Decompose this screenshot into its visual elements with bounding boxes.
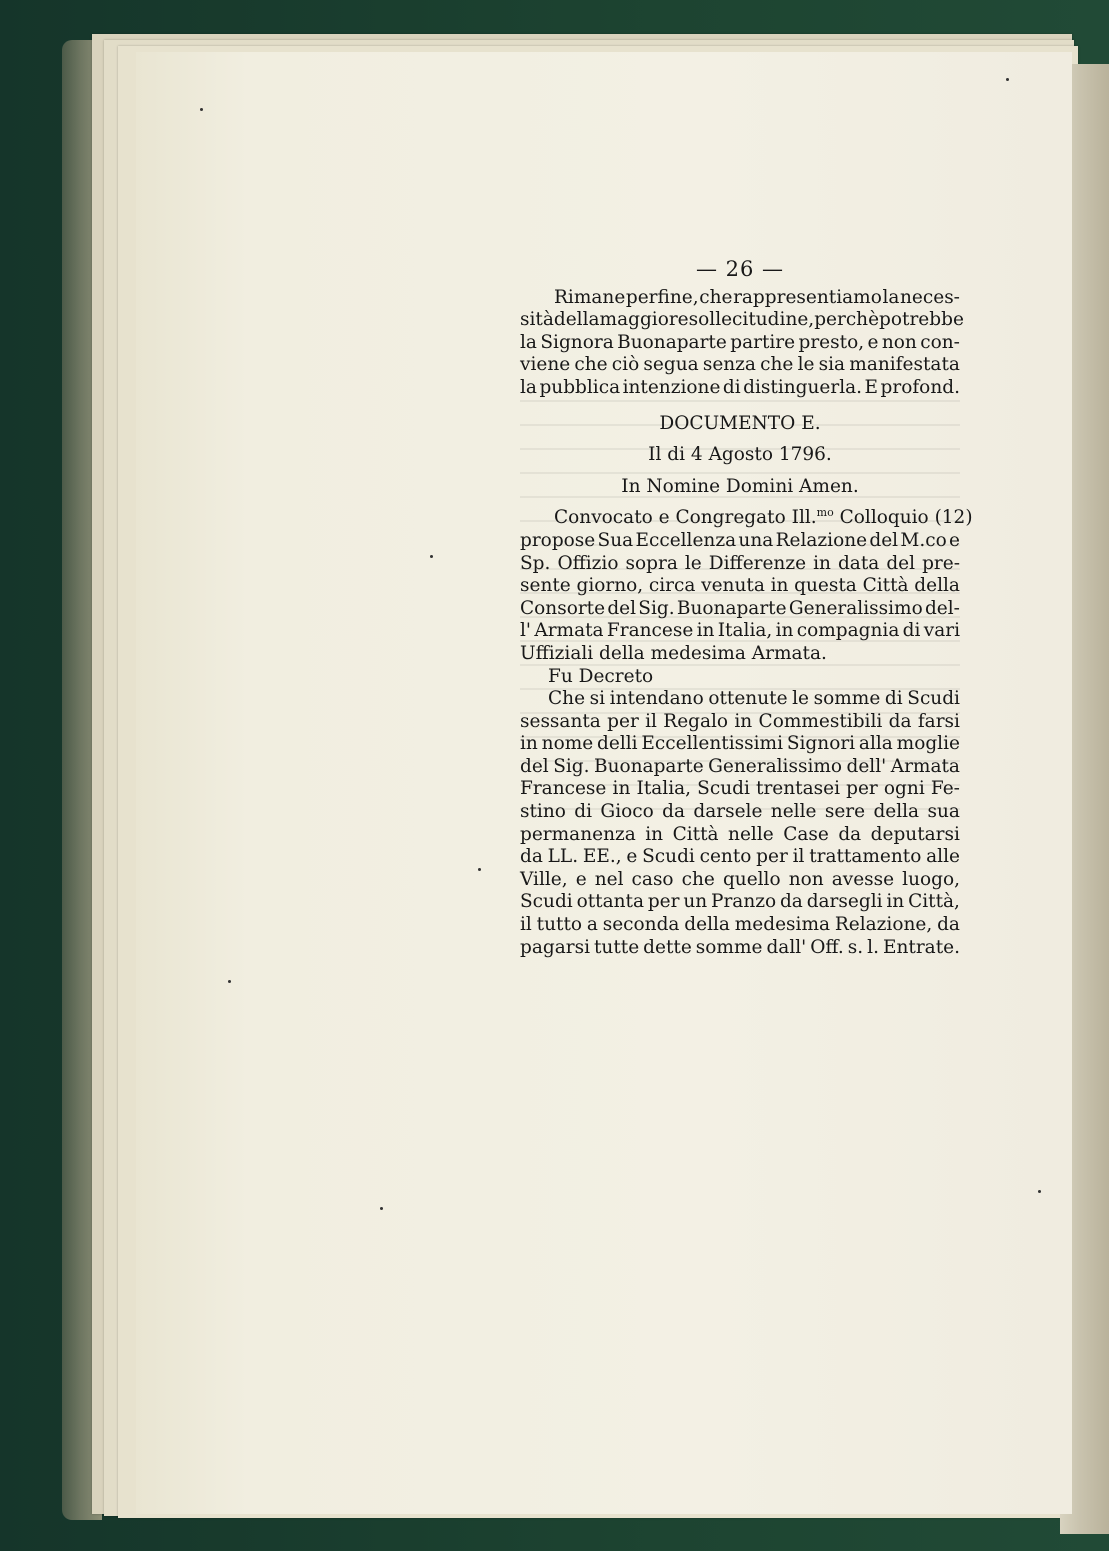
text-line: l' Armata Francese in Italia, in compagnia di vari [520,620,960,642]
text-line: Convocato e Congregato Ill.$^{mo}$ Colloquio (12) [554,506,973,529]
paper-speck [430,555,433,558]
text-line: del Sig. Buonaparte Generalissimo dell' Armata [520,755,960,777]
invocation: In Nomine Domini Amen. [621,475,859,497]
decree-label: Fu Decreto [548,665,654,687]
text-line: sente giorno, circa venuta in questa Città della [520,575,960,597]
paper-speck [200,108,203,111]
text-line: Sp. Offizio sopra le Differenze in data del pre- [520,552,960,574]
text-line: la Signora Buonaparte partire presto, e non con- [520,331,960,353]
page-text [520,257,973,959]
text-line: il tutto a seconda della medesima Relazione, da [520,914,960,936]
paper-speck [1038,1190,1041,1193]
paragraph-decree [520,688,960,959]
text-line: permanenza in Città nelle Case da deputarsi [520,823,960,845]
paper-speck [1006,78,1009,81]
date-line: Il di 4 Agosto 1796. [648,444,832,466]
text-line: Che si intendano ottenute le somme di Scudi [548,688,960,710]
text-line: da LL. EE., e Scudi cento per il trattamento alle [520,846,960,868]
text-line: sità della maggiore sollecitudine, perchè potrebbe [520,309,964,331]
text-line: in nome delli Eccellentissimi Signori alla moglie [520,733,960,755]
page-number: — 26 — [695,257,785,281]
text-line: stino di Gioco da darsele nelle sere della sua [520,801,960,823]
paper-speck [478,868,481,871]
document-heading: DOCUMENTO E. [659,412,821,434]
text-line: Francese in Italia, Scudi trentasei per ogni Fe- [520,778,960,800]
text-line: Rimane perfine, che rappresentiamo la neces- [554,286,960,308]
text-line: Scudi ottanta per un Pranzo da darsegli in Città, [520,891,960,913]
text-line: viene che ciò segua senza che le sia manifestata [520,354,960,376]
text-line: sessanta per il Regalo in Commestibili da farsi [520,710,960,732]
text-line: pagarsi tutte dette somme dall' Off. s. l. Entrate. [520,936,960,958]
paper-speck [228,980,231,983]
paragraph-closing [520,286,964,400]
text-line: la pubblica intenzione di distinguerla. E profond. [520,376,960,398]
paragraph-convocation [520,506,973,665]
paper-speck [380,1207,383,1210]
text-line: Ville, e nel caso che quello non avesse luogo, [520,868,960,890]
text-line: Consorte del Sig. Buonaparte Generalissimo del- [520,597,960,619]
text-line: Uffiziali della medesima Armata. [520,642,827,664]
text-line: propose Sua Eccellenza una Relazione del M.co e [520,529,960,551]
